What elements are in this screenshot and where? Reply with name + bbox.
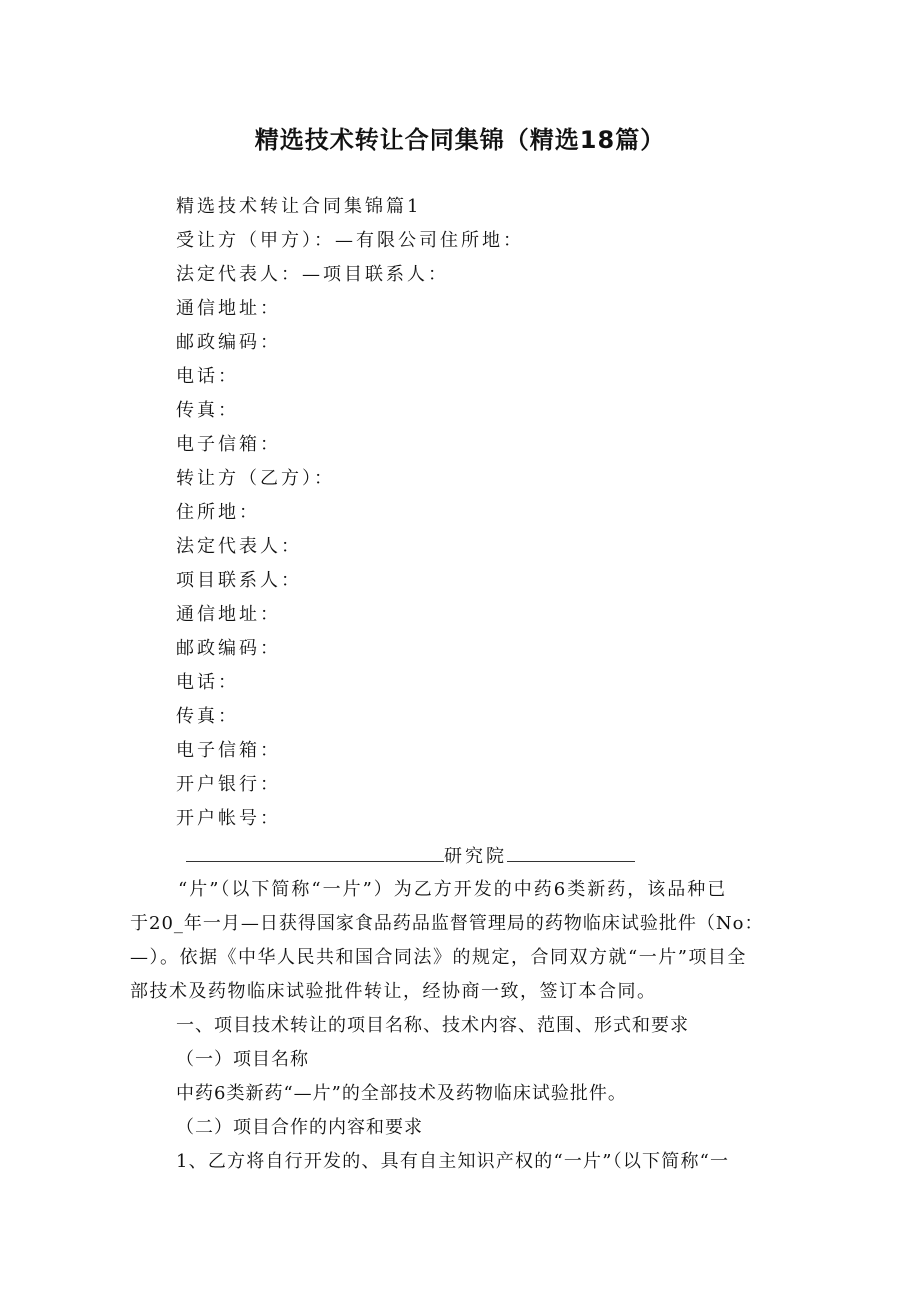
field-line: 电话： — [176, 366, 239, 387]
field-line: 法定代表人： — [176, 536, 302, 557]
paragraph-line: “片”（以下简称“一片”）为乙方开发的中药6类新药，该品种已 — [178, 879, 728, 900]
paragraph-line: 部技术及药物临床试验批件转让，经协商一致，签订本合同。 — [130, 981, 657, 1002]
signature-line — [186, 843, 635, 870]
blank-underline — [507, 843, 635, 862]
signature-label: 研究院 — [444, 846, 507, 867]
field-line: 开户银行： — [176, 774, 281, 795]
subclause-heading: （一）项目名称 — [176, 1049, 309, 1070]
field-line: 传真： — [176, 706, 239, 727]
field-line: 法定代表人：—项目联系人： — [176, 264, 449, 285]
field-line: 邮政编码： — [176, 638, 281, 659]
field-line: 转让方（乙方）： — [176, 468, 335, 489]
subclause-text: 中药6类新药“—片”的全部技术及药物临床试验批件。 — [176, 1083, 627, 1104]
field-line: 电子信箱： — [176, 740, 281, 761]
item-text: 1、乙方将自行开发的、具有自主知识产权的“一片”（以下简称“一 — [176, 1151, 730, 1172]
subclause-heading: （二）项目合作的内容和要求 — [176, 1117, 423, 1138]
field-line: 项目联系人： — [176, 570, 302, 591]
paragraph-line: —）。依据《中华人民共和国合同法》的规定，合同双方就“一片”项目全 — [130, 947, 747, 968]
field-line: 传真： — [176, 400, 239, 421]
field-line: 通信地址： — [176, 298, 281, 319]
document-title: 精选技术转让合同集锦（精选18篇） — [254, 126, 666, 154]
field-line: 电子信箱： — [176, 434, 281, 455]
section-heading: 精选技术转让合同集锦篇1 — [176, 196, 422, 217]
paragraph-line: 于20_年一月—日获得国家食品药品监督管理局的药物临床试验批件（No： — [130, 913, 764, 934]
field-line: 住所地： — [176, 502, 260, 523]
field-line: 通信地址： — [176, 604, 281, 625]
field-line: 邮政编码： — [176, 332, 281, 353]
field-line: 受让方（甲方）：—有限公司住所地： — [176, 230, 524, 251]
blank-underline — [186, 843, 444, 862]
clause-heading: 一、项目技术转让的项目名称、技术内容、范围、形式和要求 — [176, 1015, 689, 1036]
field-line: 开户帐号： — [176, 808, 281, 829]
field-line: 电话： — [176, 672, 239, 693]
